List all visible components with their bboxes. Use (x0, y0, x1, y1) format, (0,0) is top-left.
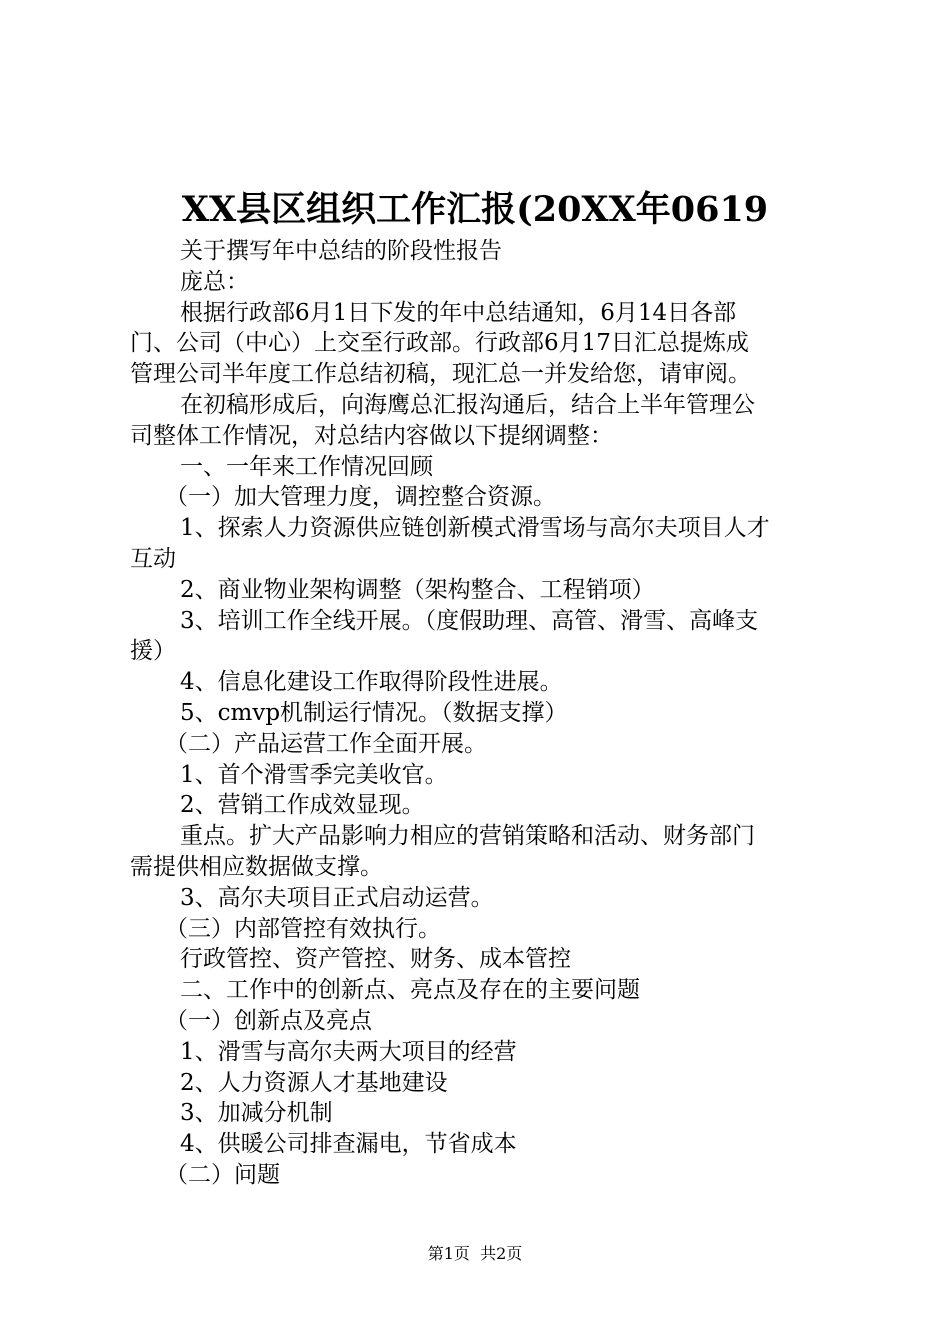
text-line: 2、商业物业架构调整（架构整合、工程销项） (180, 576, 655, 603)
text-line: （一）创新点及亮点 (165, 1007, 372, 1034)
text-line: 需提供相应数据做支撑。 (130, 853, 383, 880)
text-line: 在初稿形成后，向海鹰总汇报沟通后，结合上半年管理公 (180, 391, 755, 418)
text-line: 4、信息化建设工作取得阶段性进展。 (180, 669, 563, 696)
text-line: 二、工作中的创新点、亮点及存在的主要问题 (180, 977, 640, 1004)
document-body (130, 236, 832, 1191)
text-line: （三）内部管控有效执行。 (165, 915, 441, 942)
text-line: 门、公司（中心）上交至行政部。行政部6月17日汇总提炼成 (130, 330, 749, 357)
text-line: 3、高尔夫项目正式启动运营。 (180, 884, 494, 911)
text-line: 2、营销工作成效显现。 (180, 792, 425, 819)
text-line: 管理公司半年度工作总结初稿，现汇总一并发给您，请审阅。 (130, 361, 751, 388)
text-line: 一、一年来工作情况回顾 (180, 453, 433, 480)
text-line: 3、加减分机制 (180, 1100, 333, 1127)
text-line: 司整体工作情况，对总结内容做以下提纲调整： (130, 422, 613, 449)
text-line: （二）问题 (165, 1161, 280, 1188)
text-line: 援） (130, 638, 176, 665)
text-line: 庞总： (180, 268, 249, 295)
text-line: 2、人力资源人才基地建设 (180, 1069, 448, 1096)
text-line: （二）产品运营工作全面开展。 (165, 730, 487, 757)
text-line: 互动 (130, 545, 176, 572)
text-line: 4、供暖公司排查漏电，节省成本 (180, 1131, 517, 1158)
text-line: 根据行政部6月1日下发的年中总结通知，6月14日各部 (180, 299, 737, 326)
text-line: 5、cmvp机制运行情况。（数据支撑） (180, 699, 568, 726)
document-title: XX县区组织工作汇报(20XX年0619 (181, 189, 769, 230)
text-line: 关于撰写年中总结的阶段性报告 (180, 238, 502, 264)
text-line: 1、首个滑雪季完美收官。 (180, 761, 448, 788)
text-line: （一）加大管理力度，调控整合资源。 (165, 484, 556, 511)
text-line: 3、培训工作全线开展。（度假助理、高管、滑雪、高峰支 (180, 607, 759, 634)
text-line: 1、探索人力资源供应链创新模式滑雪场与高尔夫项目人才 (180, 515, 770, 542)
text-line: 1、滑雪与高尔夫两大项目的经营 (180, 1038, 517, 1065)
text-line: 行政管控、资产管控、财务、成本管控 (180, 946, 571, 973)
page-footer: 第1页 共2页 (427, 1244, 523, 1263)
text-line: 重点。扩大产品影响力相应的营销策略和活动、财务部门 (180, 823, 755, 850)
